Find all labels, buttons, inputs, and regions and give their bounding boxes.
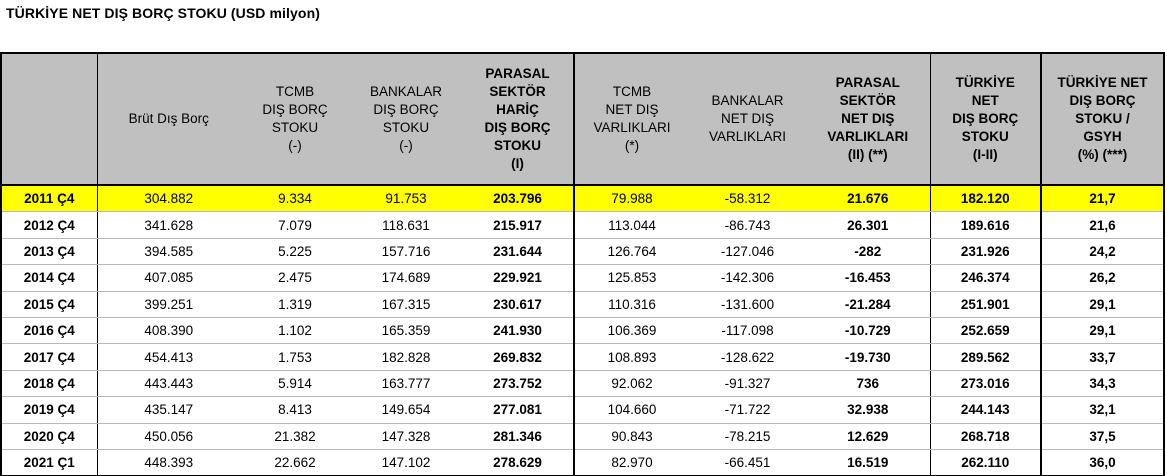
net-debt-cell: 289.562: [930, 344, 1041, 370]
cbrt-net-assets-cell: 106.369: [574, 317, 689, 343]
period-cell: 2013 Ç4: [1, 238, 97, 264]
net-debt-cell: 252.659: [930, 317, 1041, 343]
table-title: TÜRKİYE NET DIŞ BORÇ STOKU (USD milyon): [6, 5, 320, 21]
gross-debt-cell: 443.443: [97, 370, 240, 396]
header-line: SEKTÖR: [489, 84, 546, 99]
banks-net-assets-cell: -117.098: [689, 317, 806, 343]
gross-debt-cell: 448.393: [97, 449, 240, 475]
monetary-net-assets-cell: 12.629: [806, 423, 930, 449]
header-line: NET DIŞ: [605, 102, 659, 117]
table-row: [1, 212, 1164, 238]
monetary-net-assets-cell: -19.730: [806, 344, 930, 370]
gross-debt-cell: 435.147: [97, 397, 240, 423]
debt-excl-monetary-cell: 277.081: [462, 397, 574, 423]
debt-gdp-cell: 29,1: [1041, 317, 1164, 343]
cbrt-debt-cell: 7.079: [240, 212, 350, 238]
header-line: STOKU /: [1075, 111, 1130, 126]
header-banks-debt-stock: [350, 53, 462, 185]
debt-gdp-cell: 34,3: [1041, 370, 1164, 396]
debt-excl-monetary-cell: 273.752: [462, 370, 574, 396]
net-debt-cell: 246.374: [930, 265, 1041, 291]
cbrt-debt-cell: 5.914: [240, 370, 350, 396]
period-cell: 2018 Ç4: [1, 370, 97, 396]
table-row: [1, 397, 1164, 423]
header-line: PARASAL: [835, 75, 900, 90]
header-monetary-sector-net-assets: [806, 53, 930, 185]
header-cbrt-debt-stock: [240, 53, 350, 185]
net-debt-cell: 273.016: [930, 370, 1041, 396]
cbrt-debt-cell: 8.413: [240, 397, 350, 423]
header-row: [1, 53, 1164, 185]
banks-debt-cell: 118.631: [350, 212, 462, 238]
header-line: NET DIŞ: [720, 111, 774, 126]
cbrt-net-assets-cell: 79.988: [574, 185, 689, 212]
cbrt-debt-cell: 22.662: [240, 449, 350, 475]
debt-gdp-cell: 21,7: [1041, 185, 1164, 212]
cbrt-net-assets-cell: 108.893: [574, 344, 689, 370]
header-line: HARİÇ: [496, 102, 539, 117]
monetary-net-assets-cell: -21.284: [806, 291, 930, 317]
header-cbrt-net-assets: [574, 53, 689, 185]
header-line: (%) (***): [1077, 147, 1128, 162]
debt-gdp-cell: 37,5: [1041, 423, 1164, 449]
cbrt-net-assets-cell: 90.843: [574, 423, 689, 449]
gross-debt-cell: 399.251: [97, 291, 240, 317]
cbrt-debt-cell: 1.753: [240, 344, 350, 370]
banks-debt-cell: 91.753: [350, 185, 462, 212]
table-row: [1, 185, 1164, 212]
header-line: (II) (**): [847, 147, 888, 162]
period-cell: 2017 Ç4: [1, 344, 97, 370]
header-line: DIŞ BORÇ: [952, 111, 1019, 126]
cbrt-net-assets-cell: 125.853: [574, 265, 689, 291]
period-cell: 2014 Ç4: [1, 265, 97, 291]
header-line: VARLIKLARI: [827, 129, 909, 144]
header-line: NET: [971, 93, 999, 108]
period-cell: 2015 Ç4: [1, 291, 97, 317]
table-body: [1, 185, 1164, 476]
banks-net-assets-cell: -127.046: [689, 238, 806, 264]
header-line: DIŞ BORÇ: [262, 102, 328, 117]
banks-debt-cell: 182.828: [350, 344, 462, 370]
net-external-debt-table: [0, 52, 1165, 476]
debt-excl-monetary-cell: 281.346: [462, 423, 574, 449]
cbrt-net-assets-cell: 110.316: [574, 291, 689, 317]
banks-debt-cell: 167.315: [350, 291, 462, 317]
header-line: DIŞ BORÇ: [1069, 93, 1136, 108]
header-net-external-debt: [930, 53, 1041, 185]
debt-excl-monetary-cell: 231.644: [462, 238, 574, 264]
header-line: PARASAL: [485, 66, 550, 81]
header-debt-excl-monetary-sector: [462, 53, 574, 185]
cbrt-net-assets-cell: 126.764: [574, 238, 689, 264]
period-cell: 2019 Ç4: [1, 397, 97, 423]
header-line: DIŞ BORÇ: [484, 120, 551, 135]
banks-net-assets-cell: -78.215: [689, 423, 806, 449]
header-line: (-): [399, 138, 413, 153]
debt-gdp-cell: 26,2: [1041, 265, 1164, 291]
header-line: Brüt Dış Borç: [128, 111, 209, 126]
debt-excl-monetary-cell: 278.629: [462, 449, 574, 475]
table-row: [1, 317, 1164, 343]
debt-excl-monetary-cell: 203.796: [462, 185, 574, 212]
monetary-net-assets-cell: 32.938: [806, 397, 930, 423]
header-line: TÜRKİYE NET: [1057, 75, 1148, 90]
banks-net-assets-cell: -66.451: [689, 449, 806, 475]
net-debt-cell: 244.143: [930, 397, 1041, 423]
cbrt-debt-cell: 9.334: [240, 185, 350, 212]
header-banks-net-assets: [689, 53, 806, 185]
header-line: NET DIŞ: [841, 111, 895, 126]
debt-gdp-cell: 24,2: [1041, 238, 1164, 264]
header-line: (I): [511, 156, 524, 171]
banks-net-assets-cell: -131.600: [689, 291, 806, 317]
header-period: [1, 53, 97, 185]
monetary-net-assets-cell: -16.453: [806, 265, 930, 291]
table-row: [1, 423, 1164, 449]
debt-excl-monetary-cell: 229.921: [462, 265, 574, 291]
debt-gdp-cell: 33,7: [1041, 344, 1164, 370]
banks-net-assets-cell: -128.622: [689, 344, 806, 370]
period-cell: 2016 Ç4: [1, 317, 97, 343]
period-cell: 2021 Ç1: [1, 449, 97, 475]
header-line: (*): [624, 138, 640, 153]
header-line: BANKALAR: [369, 84, 443, 99]
debt-gdp-cell: 36,0: [1041, 449, 1164, 475]
gross-debt-cell: 407.085: [97, 265, 240, 291]
header-line: STOKU: [493, 138, 541, 153]
gross-debt-cell: 394.585: [97, 238, 240, 264]
period-cell: 2011 Ç4: [1, 185, 97, 212]
debt-excl-monetary-cell: 230.617: [462, 291, 574, 317]
cbrt-debt-cell: 5.225: [240, 238, 350, 264]
cbrt-net-assets-cell: 113.044: [574, 212, 689, 238]
header-line: STOKU: [961, 129, 1009, 144]
header-line: BANKALAR: [711, 93, 784, 108]
header-line: STOKU: [271, 120, 319, 135]
net-debt-cell: 189.616: [930, 212, 1041, 238]
debt-gdp-cell: 32,1: [1041, 397, 1164, 423]
debt-excl-monetary-cell: 269.832: [462, 344, 574, 370]
gross-debt-cell: 341.628: [97, 212, 240, 238]
header-line: (-): [288, 138, 302, 153]
banks-net-assets-cell: -142.306: [689, 265, 806, 291]
gross-debt-cell: 450.056: [97, 423, 240, 449]
banks-net-assets-cell: -91.327: [689, 370, 806, 396]
table-row: [1, 344, 1164, 370]
monetary-net-assets-cell: 26.301: [806, 212, 930, 238]
header-line: (I-II): [972, 147, 998, 162]
period-cell: 2012 Ç4: [1, 212, 97, 238]
header-debt-to-gdp: [1041, 53, 1164, 185]
cbrt-debt-cell: 1.102: [240, 317, 350, 343]
table-row: [1, 291, 1164, 317]
header-line: STOKU: [382, 120, 430, 135]
cbrt-debt-cell: 2.475: [240, 265, 350, 291]
banks-debt-cell: 147.102: [350, 449, 462, 475]
banks-net-assets-cell: -58.312: [689, 185, 806, 212]
banks-net-assets-cell: -86.743: [689, 212, 806, 238]
cbrt-debt-cell: 21.382: [240, 423, 350, 449]
net-debt-cell: 231.926: [930, 238, 1041, 264]
table-row: [1, 265, 1164, 291]
gross-debt-cell: 304.882: [97, 185, 240, 212]
cbrt-net-assets-cell: 82.970: [574, 449, 689, 475]
cbrt-net-assets-cell: 104.660: [574, 397, 689, 423]
net-debt-cell: 251.901: [930, 291, 1041, 317]
banks-debt-cell: 149.654: [350, 397, 462, 423]
monetary-net-assets-cell: 736: [806, 370, 930, 396]
net-debt-cell: 262.110: [930, 449, 1041, 475]
header-line: DIŞ BORÇ: [373, 102, 439, 117]
period-cell: 2020 Ç4: [1, 423, 97, 449]
header-gross-external-debt: [97, 53, 240, 185]
table-row: [1, 238, 1164, 264]
banks-net-assets-cell: -71.722: [689, 397, 806, 423]
debt-gdp-cell: 21,6: [1041, 212, 1164, 238]
banks-debt-cell: 165.359: [350, 317, 462, 343]
banks-debt-cell: 174.689: [350, 265, 462, 291]
header-line: VARLIKLARI: [708, 129, 787, 144]
monetary-net-assets-cell: -282: [806, 238, 930, 264]
monetary-net-assets-cell: 16.519: [806, 449, 930, 475]
debt-gdp-cell: 29,1: [1041, 291, 1164, 317]
header-line: TÜRKİYE: [955, 75, 1015, 90]
debt-excl-monetary-cell: 215.917: [462, 212, 574, 238]
header-line: SEKTÖR: [839, 93, 896, 108]
cbrt-net-assets-cell: 92.062: [574, 370, 689, 396]
banks-debt-cell: 147.328: [350, 423, 462, 449]
monetary-net-assets-cell: -10.729: [806, 317, 930, 343]
header-line: VARLIKLARI: [593, 120, 671, 135]
net-debt-cell: 182.120: [930, 185, 1041, 212]
net-debt-cell: 268.718: [930, 423, 1041, 449]
header-line: GSYH: [1083, 129, 1122, 144]
monetary-net-assets-cell: 21.676: [806, 185, 930, 212]
cbrt-debt-cell: 1.319: [240, 291, 350, 317]
header-line: TCMB: [275, 84, 315, 99]
banks-debt-cell: 163.777: [350, 370, 462, 396]
table-row: [1, 370, 1164, 396]
banks-debt-cell: 157.716: [350, 238, 462, 264]
header-line: TCMB: [612, 84, 652, 99]
gross-debt-cell: 454.413: [97, 344, 240, 370]
gross-debt-cell: 408.390: [97, 317, 240, 343]
debt-excl-monetary-cell: 241.930: [462, 317, 574, 343]
